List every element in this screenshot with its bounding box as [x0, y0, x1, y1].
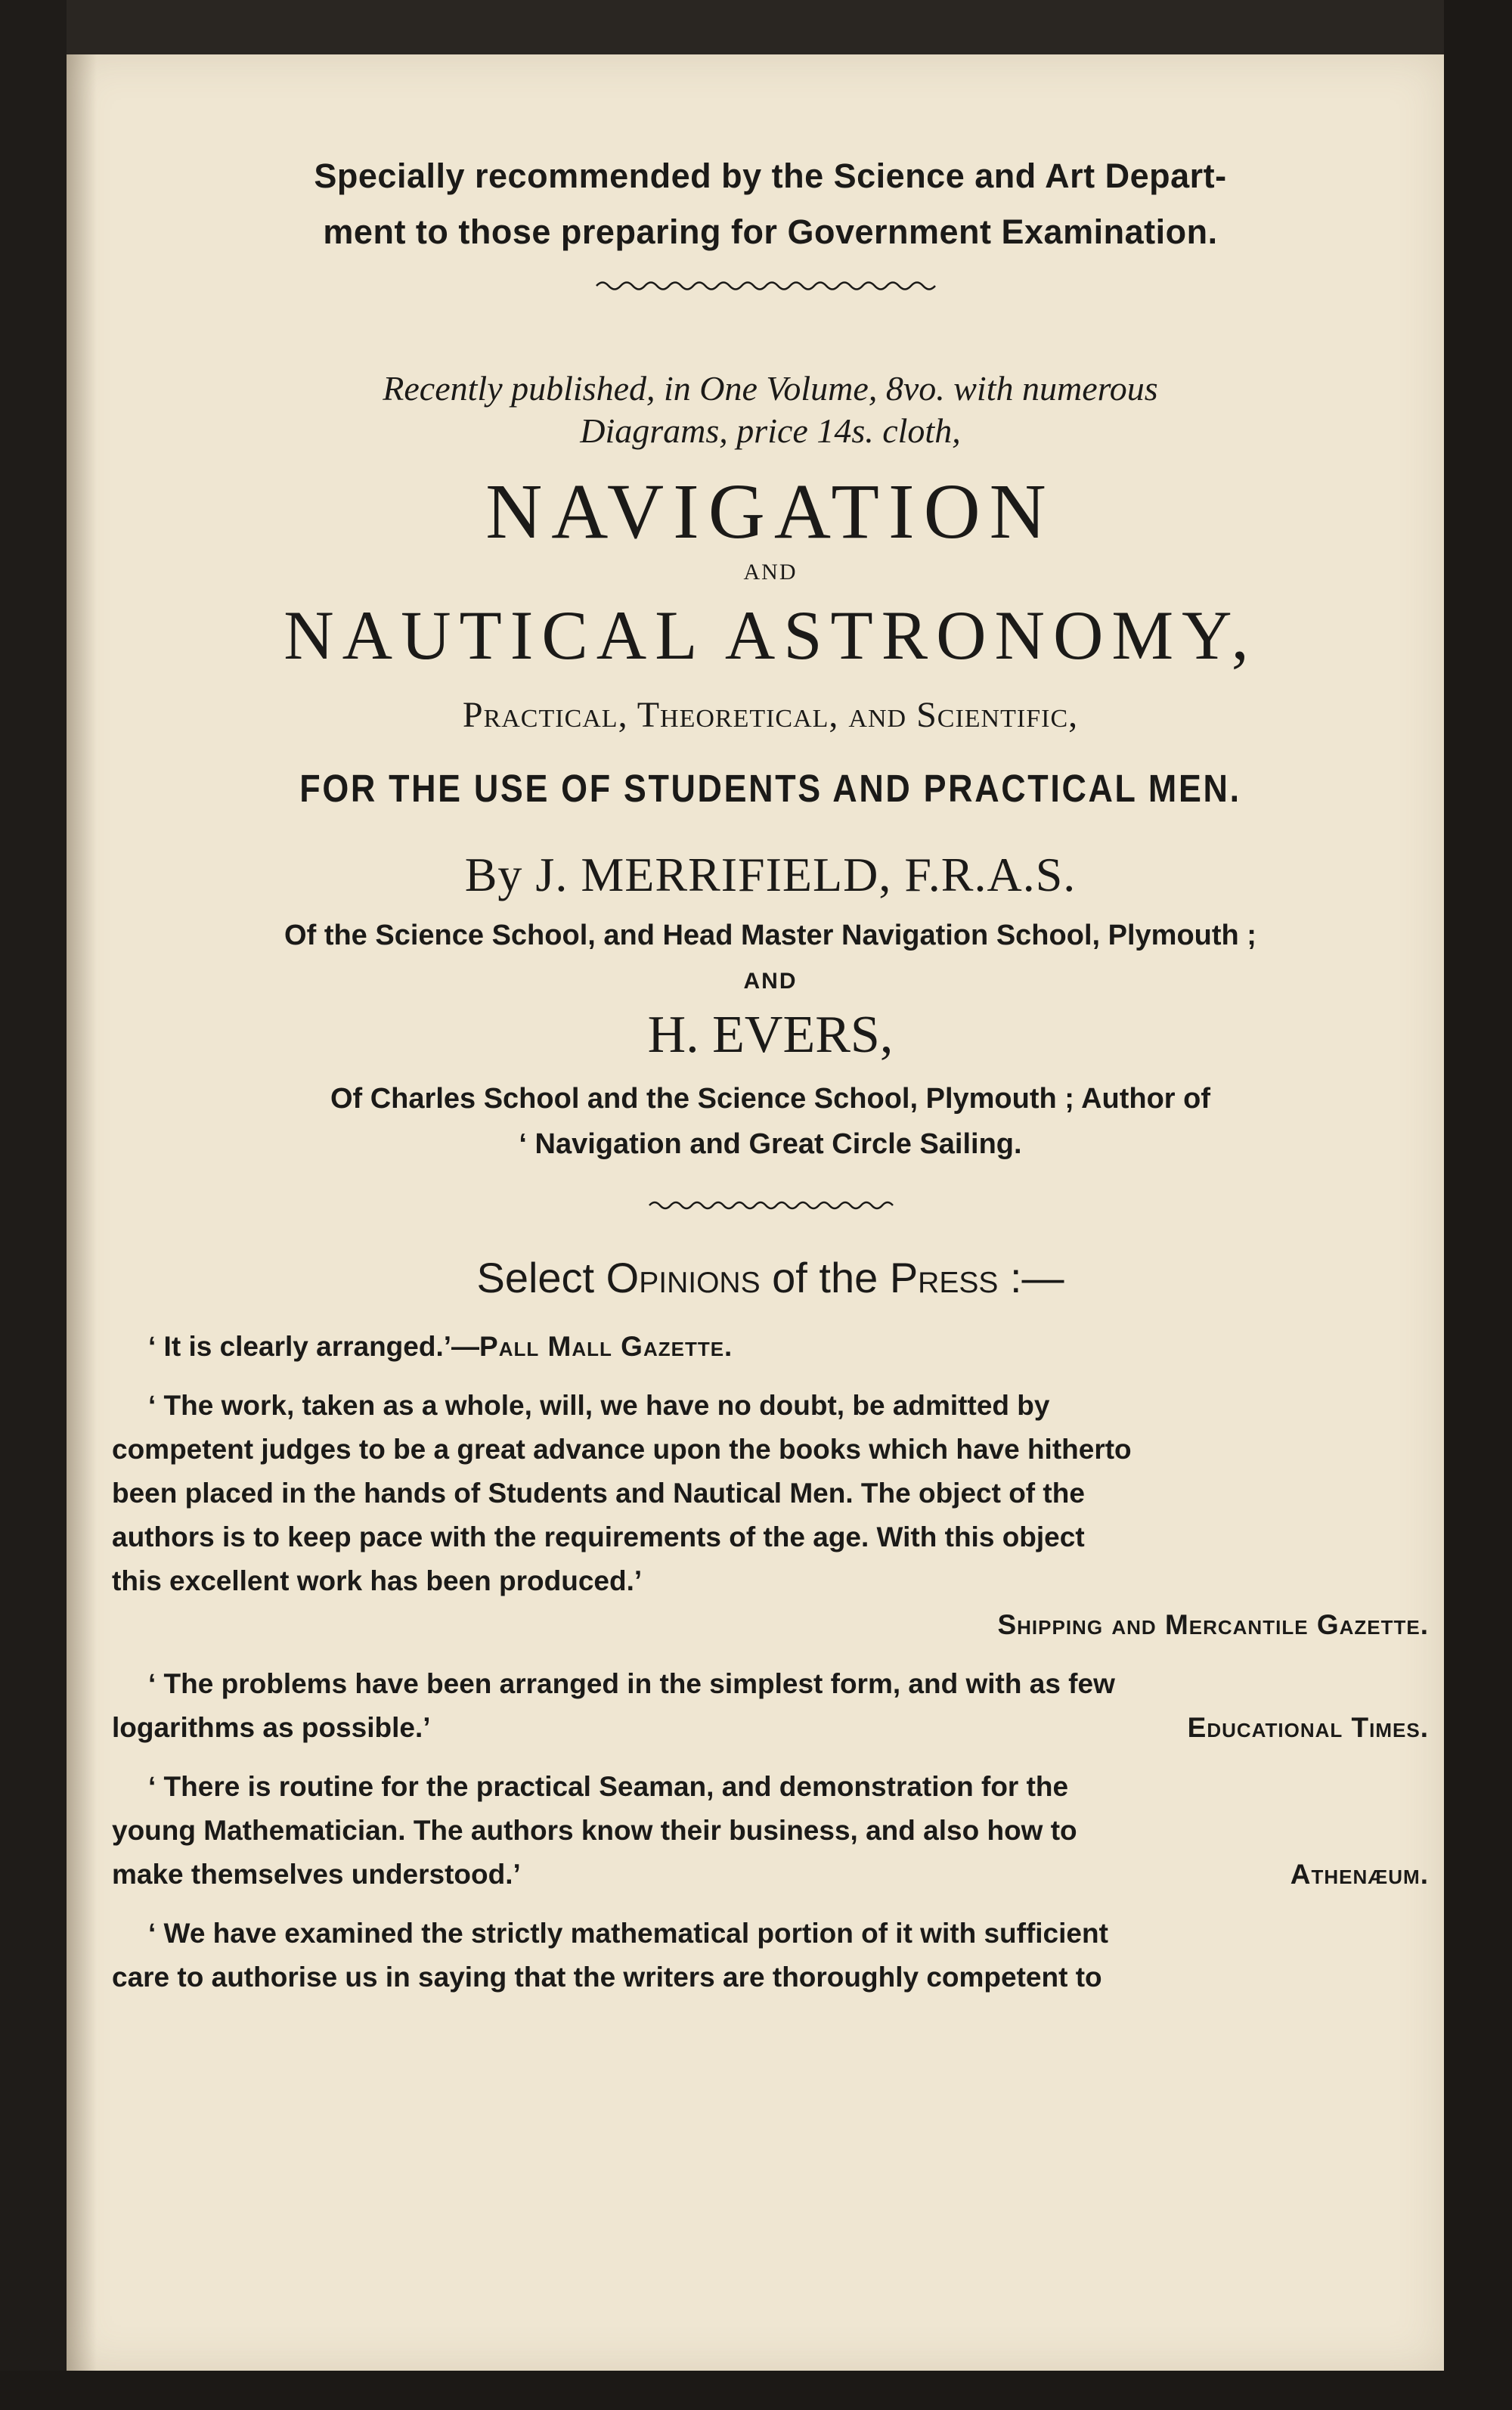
quote-examined	[112, 1912, 1429, 1999]
quote-3-line-1: ‘ The problems have been arranged in the simplest form, and with as few	[148, 1668, 1115, 1699]
ornamental-rule-middle	[646, 1197, 895, 1214]
author-byline: By J. MERRIFIELD, F.R.A.S.	[464, 848, 1077, 901]
title-navigation: NAVIGATION	[485, 468, 1055, 555]
author2-affiliation-line-2: ‘ Navigation and Great Circle Sailing.	[519, 1128, 1022, 1160]
quote-4-last-row	[112, 1853, 1429, 1897]
quote-4-line-2: young Mathematician. The authors know their business, and also how to	[112, 1815, 1077, 1846]
authors-and: AND	[743, 969, 798, 994]
quote-3-last-row	[112, 1706, 1429, 1750]
quote-2-line-3: been placed in the hands of Students and Nautical Men. The object of the	[112, 1478, 1085, 1509]
scan-border-right	[1444, 0, 1512, 2410]
title-and: AND	[743, 560, 798, 585]
opinions-heading-mid: of the	[760, 1254, 890, 1301]
publication-line-1: Recently published, in One Volume, 8vo. with numerous	[383, 369, 1158, 408]
quote-2-line-2: competent judges to be a great advance upon the books which have hitherto	[112, 1434, 1132, 1465]
quote-1-source: Pall Mall Gazette.	[479, 1331, 733, 1362]
opinions-heading-pre: Select	[476, 1254, 606, 1301]
quote-1-text: ‘ It is clearly arranged.’—	[148, 1331, 480, 1362]
author2-affiliation-line-1: Of Charles School and the Science School, Plymouth ; Author of	[330, 1083, 1211, 1115]
publication-info	[112, 368, 1429, 452]
title-nautical-astronomy: NAUTICAL ASTRONOMY,	[284, 597, 1257, 674]
quote-pall-mall	[112, 1325, 1429, 1369]
quote-2-source: Shipping and Mercantile Gazette.	[997, 1609, 1429, 1640]
opinions-heading	[112, 1253, 1429, 1302]
publication-line-2: Diagrams, price 14s. cloth,	[580, 411, 961, 450]
opinions-heading-word-opinions: Opinions	[606, 1254, 761, 1301]
quote-2-line-1: ‘ The work, taken as a whole, will, we have no doubt, be admitted by	[148, 1390, 1050, 1421]
author2-name: H. EVERS,	[647, 1006, 894, 1064]
scan-border-left	[0, 0, 67, 2410]
gutter-shadow	[67, 54, 97, 2371]
subtitle-practical: Practical, Theoretical, and Scientific,	[462, 695, 1079, 735]
quote-3-line-2: logarithms as possible.’	[112, 1712, 431, 1743]
quote-2-line-4: authors is to keep pace with the requirements of the age. With this object	[112, 1521, 1085, 1552]
quote-5-line-2: care to authorise us in saying that the writers are thoroughly competent to	[112, 1962, 1102, 1993]
scan-border-bottom	[0, 2371, 1512, 2410]
quote-4-source: Athenæum.	[1290, 1859, 1429, 1890]
opinions-heading-post: :—	[998, 1254, 1064, 1301]
quote-2-line-5: this excellent work has been produced.’	[112, 1565, 643, 1596]
quote-4-line-3: make themselves understood.’	[112, 1859, 521, 1890]
quote-athenaeum	[112, 1765, 1429, 1897]
quote-educational	[112, 1662, 1429, 1750]
author2-affiliation	[112, 1076, 1429, 1167]
quote-4-line-1: ‘ There is routine for the practical Seaman, and demonstration for the	[148, 1771, 1069, 1802]
quote-shipping	[112, 1384, 1429, 1647]
quote-5-line-1: ‘ We have examined the strictly mathematical portion of it with sufficient	[148, 1918, 1108, 1949]
notice-line-2: ment to those preparing for Government Examination.	[323, 212, 1218, 251]
quote-3-source: Educational Times.	[1187, 1712, 1429, 1743]
page-content	[112, 54, 1429, 1999]
ornamental-rule-top	[593, 277, 948, 295]
recommendation-notice	[112, 148, 1429, 260]
book-page	[67, 54, 1444, 2371]
author1-affiliation: Of the Science School, and Head Master Navigation School, Plymouth ;	[284, 920, 1256, 951]
notice-line-1: Specially recommended by the Science and Art Depart-	[314, 157, 1227, 195]
subtitle-students: FOR THE USE OF STUDENTS AND PRACTICAL MEN.	[299, 767, 1241, 810]
opinions-heading-word-press: Press	[889, 1254, 999, 1301]
